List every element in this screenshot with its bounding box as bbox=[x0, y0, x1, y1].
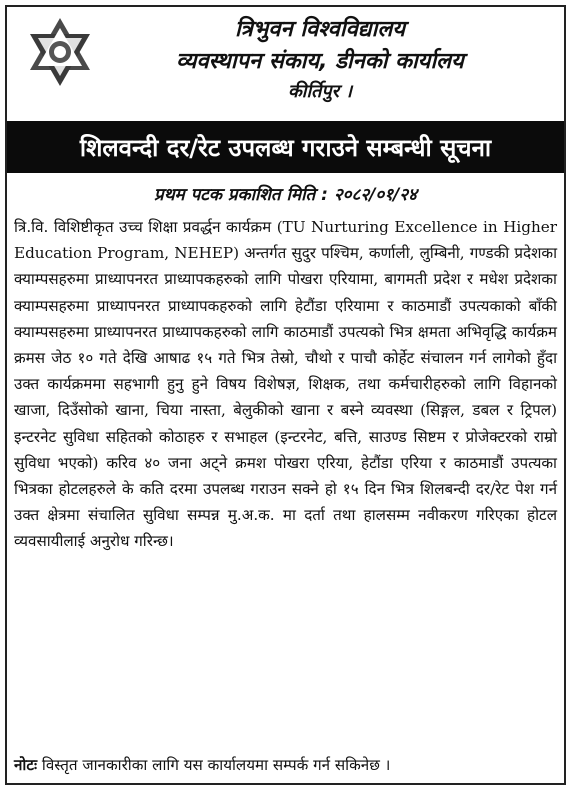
note-text: विस्तृत जानकारीका लागि यस कार्यालयमा सम्पर्क गर्न सकिनेछ । bbox=[37, 756, 391, 774]
notice-title-bar bbox=[7, 121, 564, 173]
publication-date: प्रथम पटक प्रकाशित मिति : २०८२/०१/२४ bbox=[154, 185, 417, 205]
institution-title bbox=[120, 14, 520, 106]
notice-title: शिलवन्दी दर/रेट उपलब्ध गराउने सम्बन्धी सूचना bbox=[79, 133, 492, 162]
letterhead bbox=[0, 0, 571, 118]
footnote bbox=[14, 752, 557, 778]
tu-emblem-icon bbox=[24, 16, 96, 88]
office-name: व्यवस्थापन संकाय, डीनको कार्यालय bbox=[176, 49, 464, 74]
notice-body: त्रि.वि. विशिष्टीकृत उच्च शिक्षा प्रवर्द्धन कार्यक्रम (TU Nurturing Excellence in Higher Education Program, NEHEP) अन्तर्गत सुदुर पश्चिम, कर्णाली, लुम्बिनी, गण्डकी प्रदेशका क्याम्पसहरुमा प्राध्यापनरत प्राध्यापकहरुको लागि पोखरा एरियामा, बागमती प्रदेश र मधेश प्रदेशका क्याम्पसहरुमा प्राध्यापनरत प्राध्यापकहरुको लागि हेटौंडा एरियामा र काठमाडौं उपत्यकाको बाँकी क्याम्पसहरुमा प्राध्यापनरत प्राध्यापकहरुको लागि काठमाडौं उपत्यको भित्र क्षमता अभिवृद्धि कार्यक्रम क्रमस जेठ १० गते देखि आषाढ १५ गते भित्र तेस्रो, चौथो र पाचौ कोर्हेट संचालन गर्न लागेको हुँदा उक्त कार्यक्रममा सहभागी हुनु हुने विषय विशेषज्ञ, शिक्षक, तथा कर्मचारीहरुको लागि विहानको खाजा, दिउँसोको खाना, चिया नास्ता, बेलुकीको खाना र बस्ने व्यवस्था (सिङ्गल, डबल र ट्रिपल) इन्टरनेट सुविधा सहितको कोठाहरु र सभाहल (इन्टरनेट, बत्ति, साउण्ड सिष्टम र प्रोजेक्टरको राम्रो सुविधा भएको) करिव ४० जना अट्ने क्रमश पोखरा एरिया, हेटौंडा एरिया र काठमाडौं उपत्यका भित्रका होटलहरुले के कति दरमा उपलब्ध गराउन सक्ने हो १५ दिन भित्र शिलबन्दी दर/रेट पेश गर्न उक्त क्षेत्रमा संचालित सुविधा सम्पन्न मु.अ.क. मा दर्ता तथा हालसम्म नवीकरण गरिएका होटल व्यवसायीलाई अनुरोध गरिन्छ। bbox=[14, 218, 557, 551]
location: कीर्तिपुर । bbox=[287, 81, 353, 102]
university-name: त्रिभुवन विश्वविद्यालय bbox=[234, 17, 406, 42]
note-label: नोटः bbox=[14, 756, 38, 774]
